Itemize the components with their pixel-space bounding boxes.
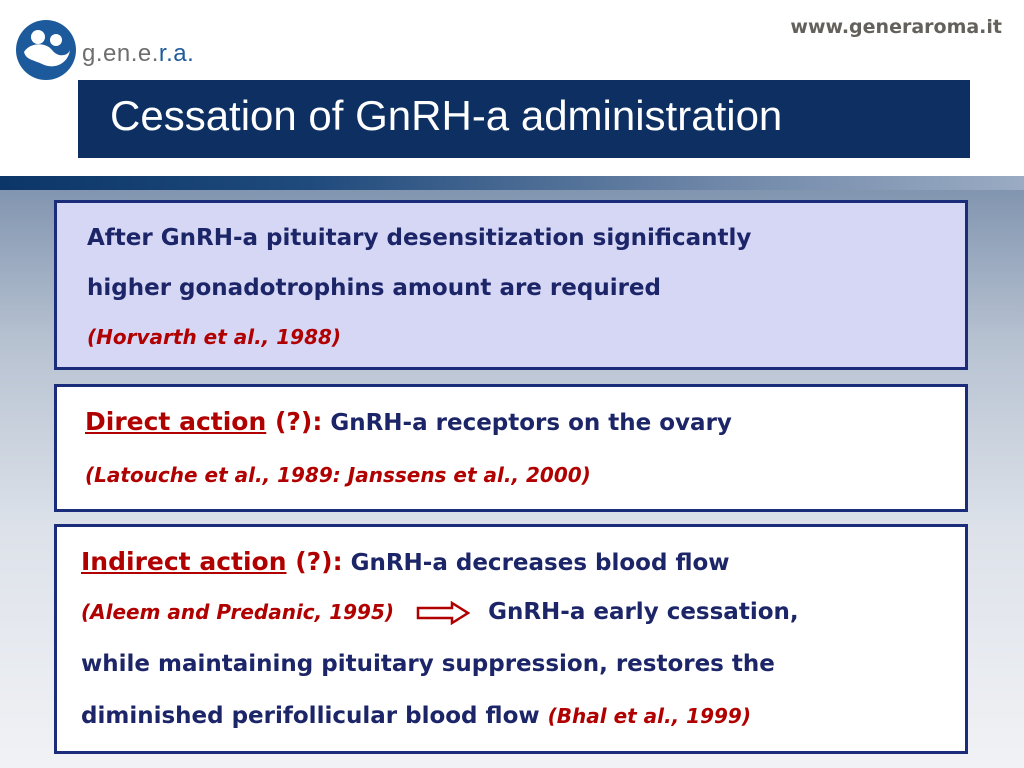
direct-action-heading <box>85 407 322 436</box>
slide-title: Cessation of GnRH-a administration <box>110 92 783 139</box>
direct-action-qualifier: (?): <box>266 407 323 436</box>
website-url[interactable]: www.generaroma.it <box>790 16 1002 38</box>
box3-citation2: (Bhal et al., 1999) <box>547 704 751 728</box>
title-banner <box>78 80 970 158</box>
direct-action-box <box>54 384 968 512</box>
box3-citation1: (Aleem and Predanic, 1995) <box>81 600 395 624</box>
logo-wordmark <box>82 40 194 68</box>
box3-line2 <box>81 599 799 625</box>
box1-line2: higher gonadotrophins amount are required <box>87 275 661 301</box>
header-divider-bar <box>0 176 1024 190</box>
box3-line2-text: GnRH-a early cessation, <box>488 599 799 625</box>
indirect-action-box <box>54 524 968 754</box>
box2-citation: (Latouche et al., 1989: Janssens et al., 2000) <box>85 463 591 487</box>
box3-line4 <box>81 703 751 729</box>
logo-wordmark-part2: r.a. <box>158 40 195 67</box>
box3-line3: while maintaining pituitary suppression, restores the <box>81 651 775 677</box>
box2-line1 <box>85 407 732 436</box>
box3-line4-text: diminished perifollicular blood flow <box>81 703 540 729</box>
indirect-action-heading <box>81 547 343 576</box>
box1-citation: (Horvarth et al., 1988) <box>87 325 342 349</box>
statement-box-1 <box>54 200 968 370</box>
indirect-action-text: GnRH-a decreases blood flow <box>342 550 730 576</box>
right-arrow-icon <box>416 601 470 625</box>
indirect-action-label: Indirect action <box>81 547 287 576</box>
box1-line1: After GnRH-a pituitary desensitization significantly <box>87 225 752 251</box>
indirect-action-qualifier: (?): <box>286 547 343 576</box>
logo-wordmark-part1: g.en.e. <box>82 40 159 67</box>
direct-action-label: Direct action <box>85 407 267 436</box>
box3-line1 <box>81 547 730 576</box>
direct-action-text: GnRH-a receptors on the ovary <box>322 410 732 436</box>
